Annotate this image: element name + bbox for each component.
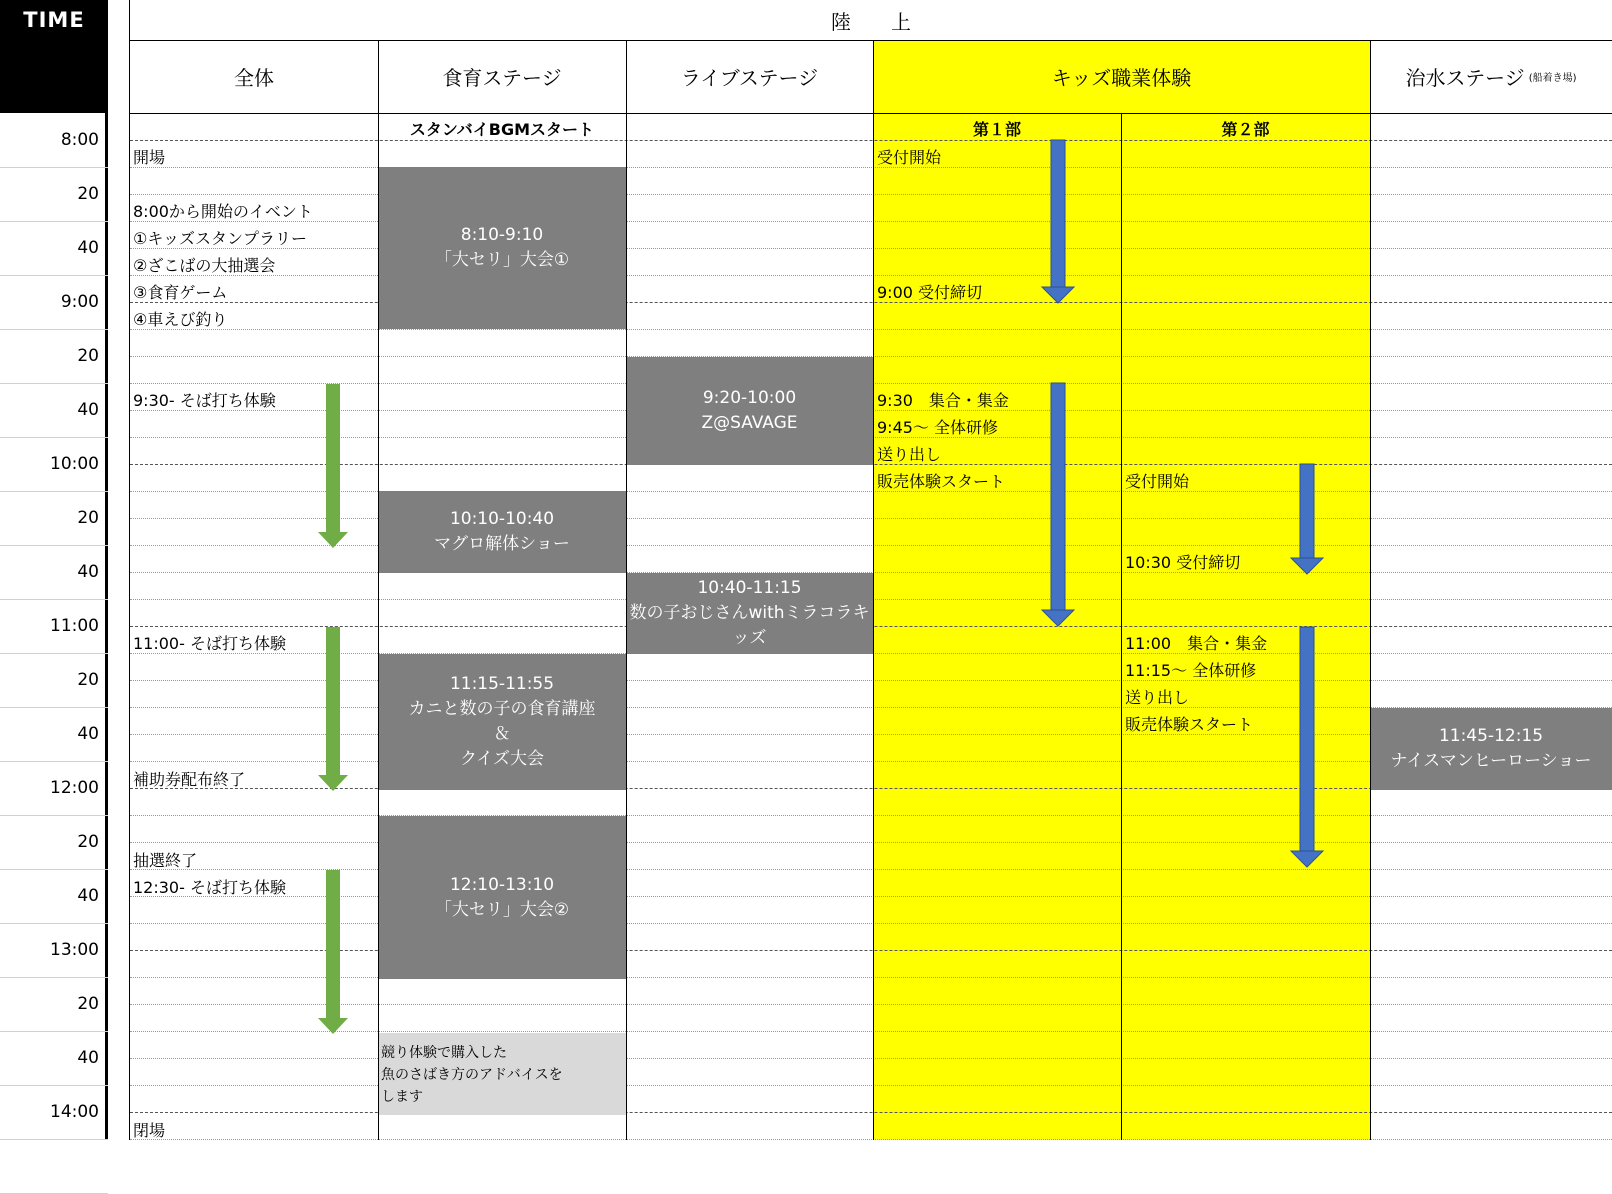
time-separator [0,707,108,708]
all-event-item: ③食育ゲーム [133,283,228,302]
arrow-down-blue-icon [1042,383,1074,626]
kids1-deadline: 9:00 受付締切 [877,283,983,302]
time-separator [0,761,108,762]
grid-row-line [130,1112,1612,1113]
grid-row-line [130,977,1612,978]
grid-row-line [130,1004,1612,1005]
kids1-reception: 受付開始 [877,148,942,167]
all-soba-3: 12:30- そば打ち体験 [133,878,286,897]
time-separator [0,275,108,276]
time-label: 20 [77,670,99,690]
time-label: 20 [77,832,99,852]
event-title: Z@SAVAGE [701,413,798,433]
event-time: 12:10-13:10 [449,874,555,895]
kids2-deadline: 10:30 受付締切 [1125,553,1241,572]
time-label: 13:00 [50,940,99,960]
grid-row-line [130,545,1612,546]
event-time: 8:10-9:10 [460,225,544,245]
grid-row-line [130,1031,1612,1032]
water-stage-label: 治水ステージ [1405,66,1525,90]
grid-row-line [130,221,1612,222]
arrow-down-green-icon [318,627,348,791]
time-separator [0,221,108,222]
time-separator [0,545,108,546]
grid-row-line [130,194,1612,195]
grid-row-line [130,491,1612,492]
food-event-block [378,167,626,329]
grid-row-line [130,815,1612,816]
time-separator [0,923,108,924]
column-divider [129,0,130,1140]
time-separator [0,383,108,384]
time-label: 20 [77,508,99,528]
time-label: 20 [77,184,99,204]
time-separator [0,653,108,654]
column-divider [378,40,379,1140]
time-column [0,113,108,1140]
arrow-down-blue-icon [1291,627,1323,867]
grid-row-line [130,167,1612,168]
kids1-gather: 9:30 集合・集金 [877,391,1009,410]
all-events-title: 8:00から開始のイベント [133,202,313,221]
time-separator [0,329,108,330]
event-title: カニと数の子の食育講座 [408,699,596,719]
event-title: マグロ解体ショー [434,534,570,554]
time-separator [0,977,108,978]
event-title-amp: ＆ [493,724,511,744]
time-header-label: TIME [23,8,85,32]
event-time: 9:20-10:00 [702,388,797,408]
all-event-item: ①キッズスタンプラリー [133,229,308,248]
grid-row-line [130,1058,1612,1059]
event-title-2: クイズ大会 [460,749,544,769]
time-label: 40 [77,886,99,906]
grid-row-line [130,869,1612,870]
kids-part2-header: 第２部 [1221,120,1270,139]
column-divider [873,40,874,1140]
column-header-live-stage: ライブステージ [680,66,819,90]
grid-row-line [130,950,1612,951]
time-label: 40 [77,562,99,582]
grid-row-line [130,518,1612,519]
food-event-block [378,491,626,573]
kids2-sendoff: 送り出し [1125,688,1190,707]
time-separator [0,869,108,870]
grid-row-line [130,923,1612,924]
time-separator [0,815,108,816]
kids2-gather: 11:00 集合・集金 [1125,634,1268,653]
arrow-down-green-icon [318,384,348,548]
grid-row-line [130,680,1612,681]
grid-row-line [130,275,1612,276]
note-line: 競り体験で購入した [381,1045,507,1061]
grid-row-line [130,896,1612,897]
all-event-item: ④車えび釣り [133,310,228,329]
time-label: 20 [77,994,99,1014]
time-label: 10:00 [50,454,99,474]
kids1-sendoff: 送り出し [877,445,942,464]
all-lottery-end: 抽選終了 [133,851,198,870]
time-separator [0,167,108,168]
time-label: 14:00 [50,1102,99,1122]
event-title: 数の子おじさんwithミラコラキッズ [629,603,870,648]
food-event-block [378,816,626,979]
arrow-down-blue-icon [1042,140,1074,303]
header-bottom-divider [129,113,1612,114]
all-soba-1: 9:30- そば打ち体験 [133,391,276,410]
time-separator [0,491,108,492]
event-time: 11:45-12:15 [1438,726,1544,746]
grid-row-line [130,1085,1612,1086]
column-header-kids-job: キッズ職業体験 [1051,66,1192,90]
grid-row-line [130,140,1612,141]
kids2-reception: 受付開始 [1125,472,1190,491]
column-divider [1121,113,1122,1140]
time-label: 40 [77,724,99,744]
column-header-food-stage: 食育ステージ [442,66,562,90]
arrow-down-blue-icon [1291,464,1323,574]
event-title: ナイスマンヒーローショー [1390,751,1592,771]
event-title: 「大セリ」大会① [434,250,570,270]
food-stage-standby: スタンバイBGMスタート [409,120,595,139]
column-divider [1370,40,1371,1140]
water-stage-sublabel: (船着き場) [1528,73,1577,84]
live-event-block [626,573,873,654]
event-time: 10:40-11:15 [697,578,802,598]
time-separator [0,1085,108,1086]
grid-row-line [130,248,1612,249]
event-time: 11:15-11:55 [449,674,555,694]
all-open: 開場 [133,148,166,167]
time-header [0,0,108,113]
time-separator [0,599,108,600]
section-title: 陸 上 [831,9,911,34]
time-label: 20 [77,346,99,366]
header-divider [129,40,1612,41]
event-time: 10:10-10:40 [449,509,555,529]
kids1-training: 9:45～ 全体研修 [877,418,999,437]
column-header-water-stage [1370,40,1612,113]
time-label: 12:00 [50,778,99,798]
grid-row-line [130,329,1612,330]
grid-row-line [130,842,1612,843]
water-event-block [1370,708,1612,790]
kids2-sales: 販売体験スタート [1125,715,1254,734]
note-line: 魚のさばき方のアドバイスを [381,1067,563,1083]
food-note-text [381,1042,563,1108]
time-separator [0,1031,108,1032]
kids-part1-header: 第１部 [972,120,1021,139]
time-label: 8:00 [60,130,99,150]
live-event-block [626,357,873,465]
time-label: 40 [77,1048,99,1068]
column-divider [626,40,627,1140]
event-title: 「大セリ」大会② [434,899,570,920]
grid-row-line [130,302,1612,303]
time-separator [0,437,108,438]
all-soba-2: 11:00- そば打ち体験 [133,634,286,653]
food-event-block [378,654,626,790]
time-label: 40 [77,238,99,258]
arrow-down-green-icon [318,870,348,1034]
all-event-item: ②ざこばの大抽選会 [133,256,276,275]
kids2-training: 11:15～ 全体研修 [1125,661,1257,680]
all-ticket-end: 補助券配布終了 [133,770,246,789]
all-close: 閉場 [133,1121,166,1140]
kids1-sales: 販売体験スタート [877,472,1006,491]
time-label: 9:00 [60,292,99,312]
time-label: 40 [77,400,99,420]
time-label: 11:00 [50,616,99,636]
note-line: します [381,1089,423,1105]
column-header-all: 全体 [234,66,274,90]
